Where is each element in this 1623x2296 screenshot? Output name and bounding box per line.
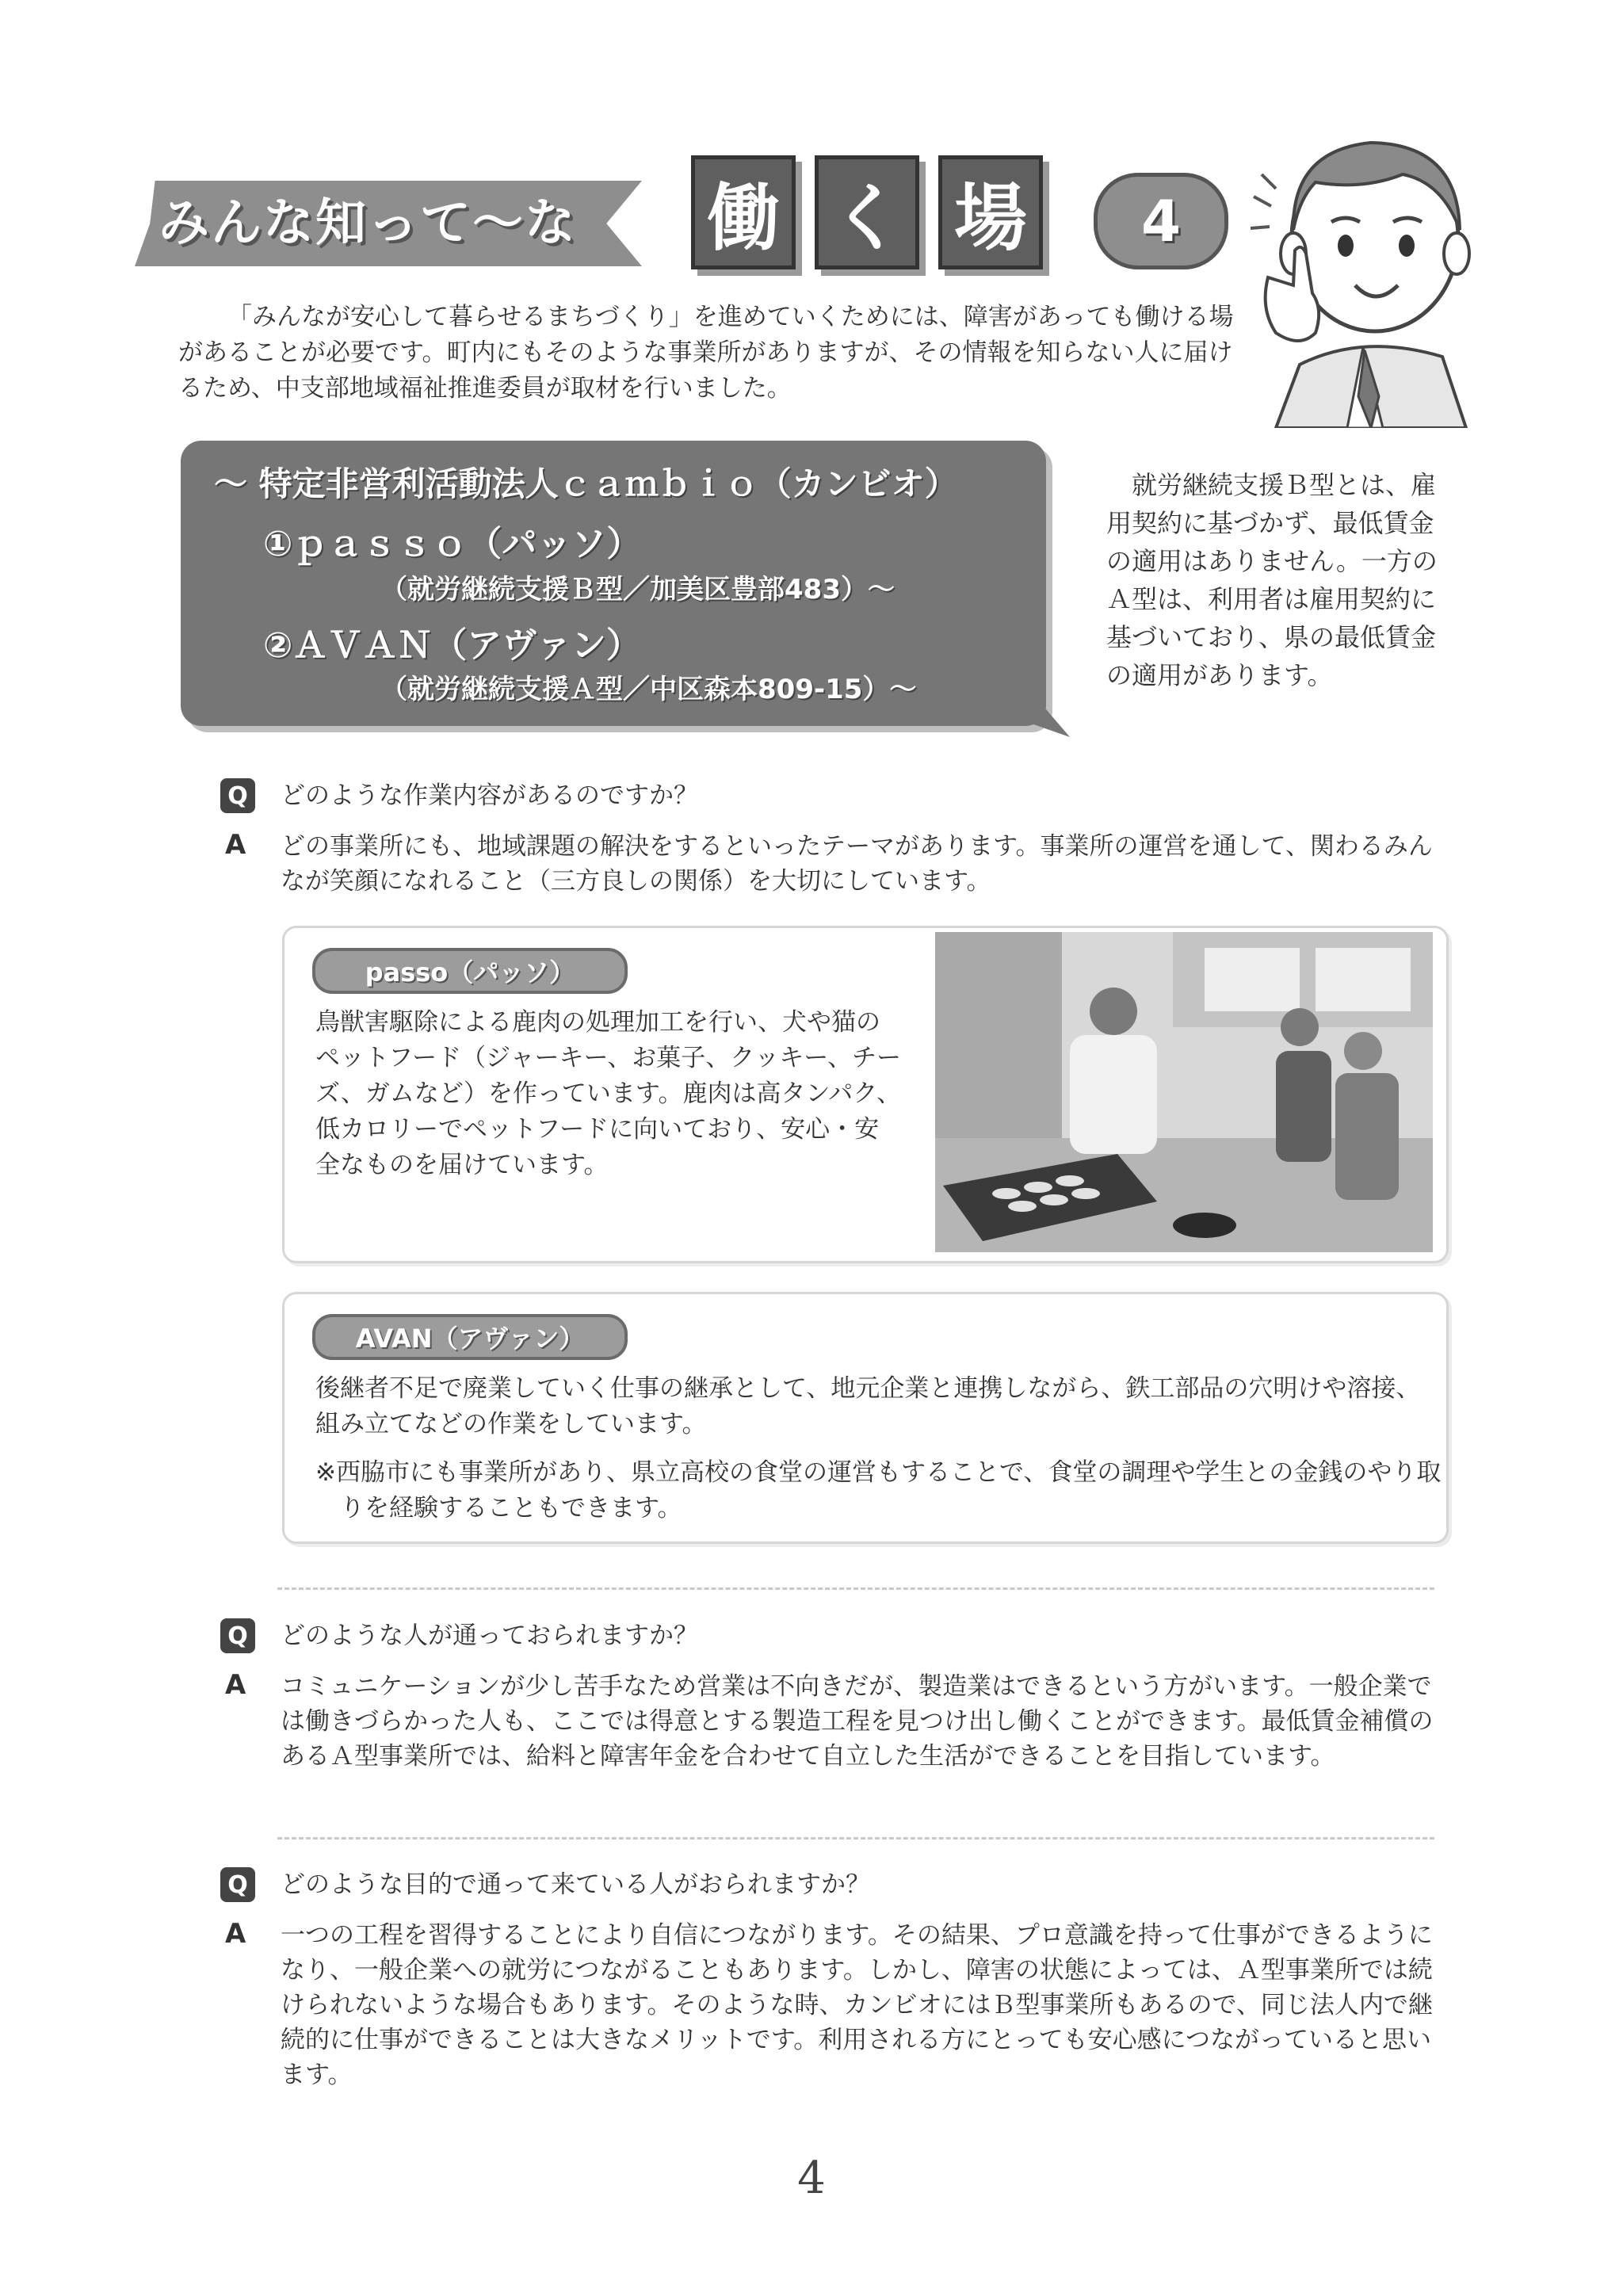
avan-note: ※西脇市にも事業所があり、県立高校の食堂の運営もすることで、食堂の調理や学生との金銭のやり取りを経験することもできます。 [315, 1458, 1442, 1522]
question-3: どのような目的で通って来ている人がおられますか？ [281, 1870, 870, 1899]
sparkle-icon [1251, 174, 1276, 228]
answer-1: どの事業所にも、地域課題の解決をするといったテーマがあります。事業所の運営を通して、関わるみんなが笑顔になれること（三方良しの関係）を大切にしています。 [281, 832, 1433, 896]
title-char-2: く [815, 155, 919, 269]
title-char-3: 場 [938, 155, 1043, 269]
passo-label: passo（パッソ） [312, 948, 628, 994]
avan-description: 後継者不足で廃業していく仕事の継承として、地元企業と連携しながら、鉄工部品の穴明けや溶接、組み立てなどの作業をしています。 [315, 1374, 1421, 1438]
answer-mark: A [225, 829, 246, 861]
mascot-illustration [1244, 95, 1482, 428]
intro-paragraph: 「みんなが安心して暮らせるまちづくり」を進めていくためには、障害があっても働ける場があることが必要です。町内にもそのような事業所がありますが、その情報を知らない人に届けるため、中支部地域福祉推進委員が取材を行いました。 [178, 303, 1234, 403]
page-number: 4 [797, 2153, 826, 2204]
side-note: 就労継続支援Ｂ型とは、雇用契約に基づかず、最低賃金の適用はありません。一方のＡ型は、利用者は雇用契約に基づいており、県の最低賃金の適用があります。 [1106, 470, 1438, 690]
org-name: ～ 特定非営利活動法人ｃａｍｂｉｏ（カンビオ） [214, 464, 958, 503]
org-avan-title: ②ＡＶＡＮ（アヴァン） [263, 625, 641, 666]
divider [277, 1837, 1434, 1839]
title-number-badge: 4 [1094, 173, 1228, 269]
passo-description: 鳥獣害駆除による鹿肉の処理加工を行い、犬や猫のペットフード（ジャーキー、お菓子、クッキー、チーズ、ガムなど）を作っています。鹿肉は高タンパク、低カロリーでペットフードに向いており、安心・安全なものを届けています。 [315, 1008, 902, 1179]
question-2: どのような人が通っておられますか？ [281, 1622, 698, 1650]
question-1: どのような作業内容があるのですか？ [281, 781, 698, 810]
title-char-1: 働 [691, 155, 796, 269]
avan-label: AVAN（アヴァン） [312, 1314, 628, 1360]
answer-2: コミュニケーションが少し苦手なため営業は不向きだが、製造業はできるという方がいます。一般企業では働きづらかった人も、ここでは得意とする製造工程を見つけ出し働くことができます。最低賃金補償のあるＡ型事業所では、給料と障害年金を合わせて自立した生活ができることを目指しています。 [281, 1672, 1434, 1771]
workshop-photo [935, 932, 1433, 1252]
org-avan-detail: （就労継続支援Ａ型／中区森本809-15）～ [380, 674, 917, 705]
question-mark-icon: Q [220, 778, 255, 813]
divider [277, 1587, 1434, 1590]
header-ribbon-text: みんな知って～な [158, 194, 577, 253]
question-mark-icon: Q [220, 1867, 255, 1902]
answer-mark: A [225, 1669, 246, 1701]
organization-box-tail [1022, 682, 1070, 737]
org-passo-title: ①ｐａｓｓｏ（パッソ） [263, 524, 642, 564]
question-mark-icon: Q [220, 1618, 255, 1653]
org-passo-detail: （就労継続支援Ｂ型／加美区豊部483）～ [380, 574, 895, 606]
answer-mark: A [225, 1918, 246, 1950]
answer-3: 一つの工程を習得することにより自信につながります。その結果、プロ意識を持って仕事ができるようになり、一般企業への就労につながることもあります。しかし、障害の状態によっては、Ａ型事業所では続けられないような場合もあります。そのような時、カンビオにはＢ型事業所もあるので、同じ法人内で継続的に仕事ができることは大きなメリットです。利用される方にとっても安心感につながっていると思います。 [281, 1921, 1433, 2089]
